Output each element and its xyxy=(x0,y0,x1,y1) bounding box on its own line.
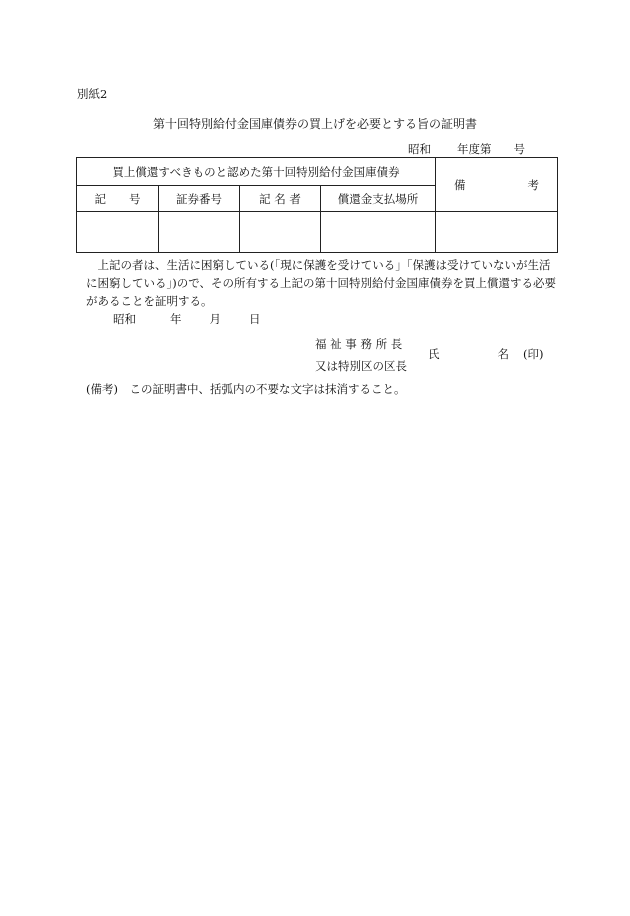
bond-table xyxy=(76,157,558,253)
column-header-registered-holder: 記 名 者 xyxy=(240,186,321,212)
cell-registered-holder[interactable] xyxy=(240,212,321,253)
seal-mark: (印) xyxy=(523,347,544,361)
date-month: 月 xyxy=(209,312,221,326)
cell-payment-place[interactable] xyxy=(321,212,436,253)
remarks-header-char-2: 考 xyxy=(527,178,540,192)
certification-statement-text: 上記の者は、生活に困窮している(「現に保護を受けている」「保護は受けていないが生活に困窮している」)ので、その所有する上記の第十回特別給付金国庫債券を買上償還する必要があることを証明する。 xyxy=(86,258,557,308)
cert-year-suffix: 年度第 xyxy=(457,142,492,156)
date-year: 年 xyxy=(170,312,182,326)
column-header-payment-place: 償還金支払場所 xyxy=(321,186,436,212)
issuer-line-1: 福 祉 事 務 所 長 xyxy=(315,337,403,351)
remarks-note: (備考) この証明書中、括弧内の不要な文字は抹消すること。 xyxy=(86,382,406,396)
table-group-header: 買上償還すべきものと認めた第十回特別給付金国庫債券 xyxy=(77,158,436,186)
date-line xyxy=(113,311,261,327)
signature-line xyxy=(428,346,543,362)
column-header-certificate-number: 証券番号 xyxy=(159,186,240,212)
date-day: 日 xyxy=(249,312,261,326)
annex-label: 別紙2 xyxy=(77,87,108,101)
name-label-2: 名 xyxy=(497,347,509,361)
certification-statement xyxy=(86,256,556,310)
certificate-number-line xyxy=(408,141,525,157)
document-title: 第十回特別給付金国庫債券の買上げを必要とする旨の証明書 xyxy=(152,117,477,131)
issuer-title xyxy=(315,333,407,377)
cert-number-suffix: 号 xyxy=(513,142,525,156)
name-label-1: 氏 xyxy=(428,347,440,361)
issuer-line-2: 又は特別区の区長 xyxy=(315,359,407,373)
cell-remarks[interactable] xyxy=(436,212,558,253)
cert-era: 昭和 xyxy=(408,142,431,156)
cell-certificate-number[interactable] xyxy=(159,212,240,253)
date-era: 昭和 xyxy=(113,312,136,326)
remarks-header xyxy=(436,158,558,212)
column-header-symbol: 記 号 xyxy=(77,186,159,212)
cell-symbol[interactable] xyxy=(77,212,159,253)
remarks-header-char-1: 備 xyxy=(454,178,466,192)
